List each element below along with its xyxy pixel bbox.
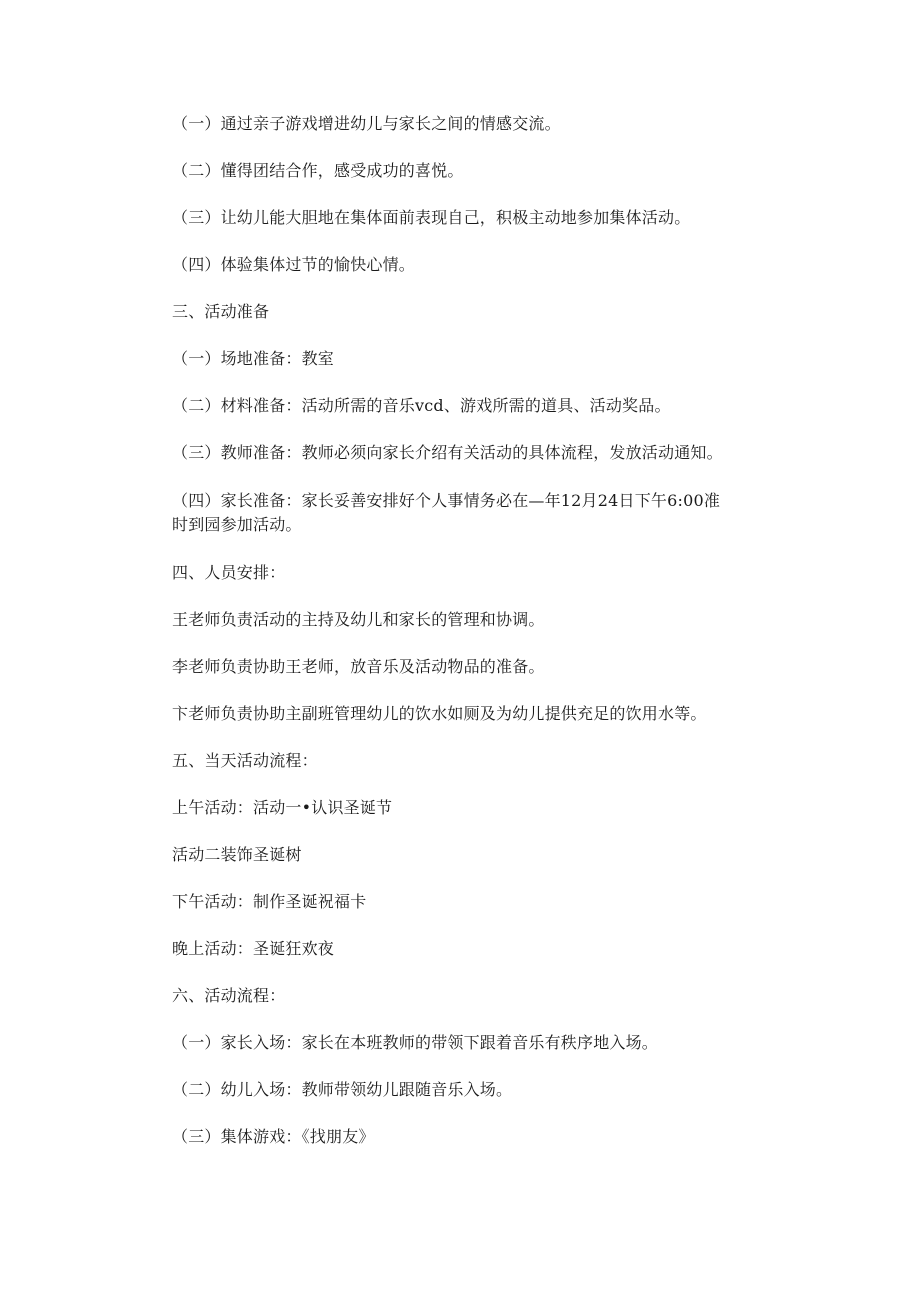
schedule-evening: 晚上活动：圣诞狂欢夜 <box>172 939 335 958</box>
section-heading-daily-schedule: 五、当天活动流程： <box>172 751 318 770</box>
objective-3: （三）让幼儿能大胆地在集体面前表现自己，积极主动地参加集体活动。 <box>172 208 691 227</box>
section-heading-procedure: 六、活动流程： <box>172 986 286 1005</box>
prep-venue: （一）场地准备：教室 <box>172 349 335 368</box>
procedure-group-game: （三）集体游戏：《找朋友》 <box>172 1127 375 1146</box>
staff-wang: 王老师负责活动的主持及幼儿和家长的管理和协调。 <box>172 610 545 629</box>
schedule-morning: 上午活动：活动一•认识圣诞节 <box>172 798 393 817</box>
objective-1: （一）通过亲子游戏增进幼儿与家长之间的情感交流。 <box>172 114 561 133</box>
section-heading-preparation: 三、活动准备 <box>172 302 270 321</box>
procedure-parents-entry: （一）家长入场：家长在本班教师的带领下跟着音乐有秩序地入场。 <box>172 1033 659 1052</box>
objective-4: （四）体验集体过节的愉快心情。 <box>172 255 416 274</box>
schedule-afternoon: 下午活动：制作圣诞祝福卡 <box>172 892 367 911</box>
schedule-activity-two: 活动二装饰圣诞树 <box>172 845 302 864</box>
procedure-children-entry: （二）幼儿入场：教师带领幼儿跟随音乐入场。 <box>172 1080 513 1099</box>
prep-parents-line2: 时到园参加活动。 <box>172 515 302 534</box>
objective-2: （二）懂得团结合作，感受成功的喜悦。 <box>172 161 464 180</box>
prep-teachers: （三）教师准备：教师必须向家长介绍有关活动的具体流程，发放活动通知。 <box>172 443 723 462</box>
staff-bian: 卞老师负责协助主副班管理幼儿的饮水如厕及为幼儿提供充足的饮用水等。 <box>172 704 707 723</box>
section-heading-staff: 四、人员安排： <box>172 563 286 582</box>
prep-parents-line1: （四）家长准备：家长妥善安排好个人事情务必在—年12月24日下午6:00准 <box>172 491 721 510</box>
staff-li: 李老师负责协助王老师，放音乐及活动物品的准备。 <box>172 657 545 676</box>
prep-materials: （二）材料准备：活动所需的音乐vcd、游戏所需的道具、活动奖品。 <box>172 396 671 415</box>
